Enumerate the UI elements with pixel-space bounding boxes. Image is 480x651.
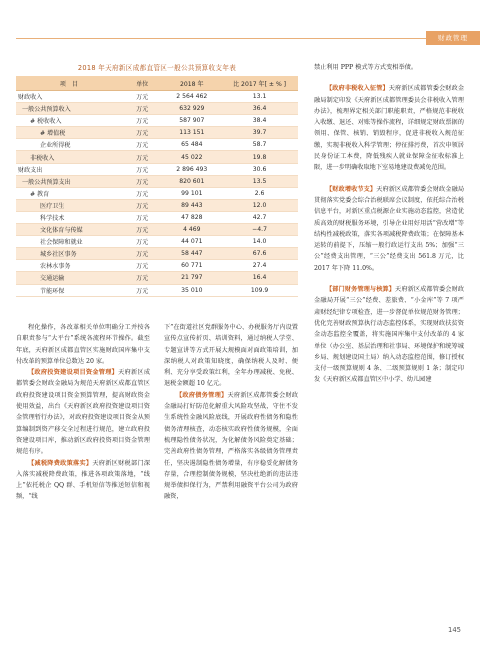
cell-unit: 万元 [122,163,163,175]
paragraph-continued: 程化操作，各改革相关单位明确分工并按各自职责参与“大平台”系统各流程环节操作。截至年底，天府新区成都直管区实施财政国库集中支付改革的预算单位总数达 20 家。 [16,324,150,365]
page-number: 145 [448,626,461,634]
col-header-item: 项 目 [16,76,122,91]
section-body: 天府新区成都管委会财政金融局为规范天府新区成都直管区政府投资建设项目资金预算管理，提高财政资金使用效益，出台《天府新区政府投资建设项目资金管理暂行办法》，对政府投资建设项目资金从预算编制到资产移交全过程进行规范，建立政府投资建设项目库，推动新区政府投资项目资金管理规范有序。 [16,369,151,456]
cell-unit: 万元 [122,260,163,272]
cell-unit: 万元 [122,115,163,127]
table-row [16,163,298,175]
table-row [16,187,298,199]
cell-unit: 万元 [122,151,163,163]
section-paragraph [314,83,464,173]
cell-value: 45 022 [162,151,221,163]
cell-item: 节能环保 [16,284,122,296]
cell-unit: 万元 [122,91,163,103]
paragraph-continued: 下”在街道社区党群服务中心、办税服务厅内设置宣传点宣传折页、培训资料，通过纳税人学堂、专题宣讲等方式开展大规模面对面政策培训，加深纳税人对政策知晓度，确保纳税人及时、便利、充分享受政策红利，全年办理减税、免税、退税金额超 10 亿元。 [164,324,298,388]
table-row [16,260,298,272]
section-paragraph [314,284,464,386]
section-heading: 【政府债务管理】 [176,391,228,399]
table-row [16,284,298,296]
table-row [16,224,298,236]
cell-change: 13.1 [221,91,298,103]
cell-item: 一般公共预算收入 [16,103,122,115]
cell-unit: 万元 [122,224,163,236]
cell-change: 109.9 [221,284,298,296]
cell-unit: 万元 [122,103,163,115]
text-column-1 [16,322,150,503]
header-rule [16,38,426,39]
section-heading: 【政府非税收入征管】 [326,85,389,93]
table-row [16,248,298,260]
cell-change: 13.5 [221,175,298,187]
table-row [16,175,298,187]
section-heading: 【部门财务管理与核算】 [326,286,396,294]
table-row [16,272,298,284]
section-paragraph [16,458,150,503]
cell-item: 城乡社区事务 [16,248,122,260]
cell-value: 65 484 [162,139,221,151]
cell-change: 2.6 [221,187,298,199]
cell-unit: 万元 [122,175,163,187]
section-heading: 【政府投资建设项目资金管理】 [28,369,119,377]
col-header-2018: 2018 年 [162,76,221,91]
table-row [16,199,298,211]
table-header-row [16,76,298,91]
table-row [16,127,298,139]
section-paragraph [164,390,298,503]
table-row [16,91,298,103]
cell-change: 36.4 [221,103,298,115]
paragraph-continued: 禁止利用 PPP 模式等方式变相举债。 [314,64,418,71]
table-row [16,151,298,163]
cell-change: 42.7 [221,211,298,223]
table-row [16,103,298,115]
cell-value: 89 443 [162,199,221,211]
section-body: 天府新区成都管委会财政金融局贯彻落实党委会综合治税联席会议制度，依托综合治税信息平台，对新区重点税源企业实施动态监控，营造优质高效的财税服务环境，引导企业用好用活“营改增”等结构性减税政策，落实各项减税降费政策；在保障基本运转的前提下，压缩一般行政运行支出 5%；加强“三公”经费支出管理，“三公”经费支出 561.8 万元，比 2017 年下降 11.0%。 [314,185,465,272]
section-tag: 财政管理 [426,31,480,45]
col-header-unit: 单位 [122,76,163,91]
page-header [0,31,480,45]
cell-change: 19.8 [221,151,298,163]
table-row [16,211,298,223]
cell-value: 58 447 [162,248,221,260]
cell-value: 21 797 [162,272,221,284]
cell-change: 67.6 [221,248,298,260]
cell-value: 99 101 [162,187,221,199]
cell-value: 35 010 [162,284,221,296]
cell-item: 文化体育与传媒 [16,224,122,236]
cell-item: 财政支出 [16,163,122,175]
col-header-change: 比 2017 年[ ± % ] [221,76,298,91]
cell-item: # 税收收入 [16,115,122,127]
cell-unit: 万元 [122,127,163,139]
cell-item: # 教育 [16,187,122,199]
cell-change: 58.7 [221,139,298,151]
cell-value: 47 828 [162,211,221,223]
cell-item: 财政收入 [16,91,122,103]
table-row [16,115,298,127]
cell-value: 44 071 [162,236,221,248]
cell-unit: 万元 [122,248,163,260]
cell-item: 企业所得税 [16,139,122,151]
text-column-2 [164,322,298,503]
budget-table [16,76,298,297]
section-body: 天府新区财税部门深入落实减税降费政策，推进各项政策落地，“线上”依托税企 QQ 群、手机短信等推送短信和视频，“线 [16,459,151,501]
section-heading: 【财政增收节支】 [326,185,377,193]
cell-change: 27.4 [221,260,298,272]
cell-change: 14.0 [221,236,298,248]
cell-item: 农林水事务 [16,260,122,272]
cell-change: 12.0 [221,199,298,211]
table-row [16,236,298,248]
cell-unit: 万元 [122,139,163,151]
section-body: 天府新区成都管委会财政金融局制定印发《天府新区成都管理委员会非税收入管理办法》，梳理界定相关部门职能职责，严格规范非税收入收缴、退还、对账等操作流程，详细规定财政票据的领用、保管、核销、销毁程序，促进非税收入规范征缴，实现非税收入科学管理；停征排污费，首次申领居民身份证工本费，降低残疾人就业保障金征收标准上限，进一步明确收取地下室易地建设费减免范围。 [314,85,465,172]
cell-item: 医疗卫生 [16,199,122,211]
cell-item: # 增值税 [16,127,122,139]
cell-item: 交通运输 [16,272,122,284]
cell-change: −4.7 [221,224,298,236]
cell-value: 587 907 [162,115,221,127]
cell-change: 38.4 [221,115,298,127]
cell-change: 16.4 [221,272,298,284]
cell-unit: 万元 [122,272,163,284]
cell-change: 30.6 [221,163,298,175]
cell-unit: 万元 [122,236,163,248]
cell-unit: 万元 [122,187,163,199]
cell-unit: 万元 [122,199,163,211]
cell-item: 科学技术 [16,211,122,223]
section-paragraph [314,184,464,274]
cell-value: 113 151 [162,127,221,139]
cell-value: 2 564 462 [162,91,221,103]
budget-table-block [16,62,298,297]
section-paragraph [16,367,150,457]
section-body: 天府新区成都管委会财政金融局打好防范化解重大风险攻坚战，守住不发生系统性金融风险底线，开展政府性债务和隐性债务清理核查，动态核实政府性债务规模，全面梳理隐性债务状况，为化解债务风险奠定基础；完善政府性债务管理，严格落实各级债务管理责任，坚决遏制隐性债务增量，有序稳妥化解债务存量，合理控制债务规模，坚决杜绝新的违法违规举债担保行为，严禁利用融资平台公司为政府融资， [164,391,299,501]
cell-value: 4 469 [162,224,221,236]
cell-value: 2 896 493 [162,163,221,175]
section-heading: 【减税降费政策落实】 [28,459,93,467]
cell-value: 632 929 [162,103,221,115]
cell-value: 820 601 [162,175,221,187]
text-column-3 [314,62,464,386]
cell-item: 一般公共预算支出 [16,175,122,187]
cell-item: 非税收入 [16,151,122,163]
cell-unit: 万元 [122,284,163,296]
cell-value: 60 771 [162,260,221,272]
table-row [16,139,298,151]
table-title: 2018 年天府新区成都直管区一般公共预算收支年表 [77,64,237,72]
cell-unit: 万元 [122,211,163,223]
section-body: 天府新区成都管委会财政金融局开展“三公”经费、差旅费、“小金库”等 7 项严肃财经纪律专项检查，进一步督促单位规范财务管理；优化完善财政预算执行动态监控体系，实现财政扶贫资金动态监控全覆盖，将实施国库集中支付改革的 4 家单位（办公室、基层治理和社事局、环境保护和统筹城乡局、规划建设国土局）纳入动态监控范围，修订授权支付一级预算规则 4 条、二级预算规则 1 条；制定印发《天府新区成都直管区中小学、幼儿园建 [314,286,465,384]
cell-item: 社会保障和就业 [16,236,122,248]
cell-change: 39.7 [221,127,298,139]
